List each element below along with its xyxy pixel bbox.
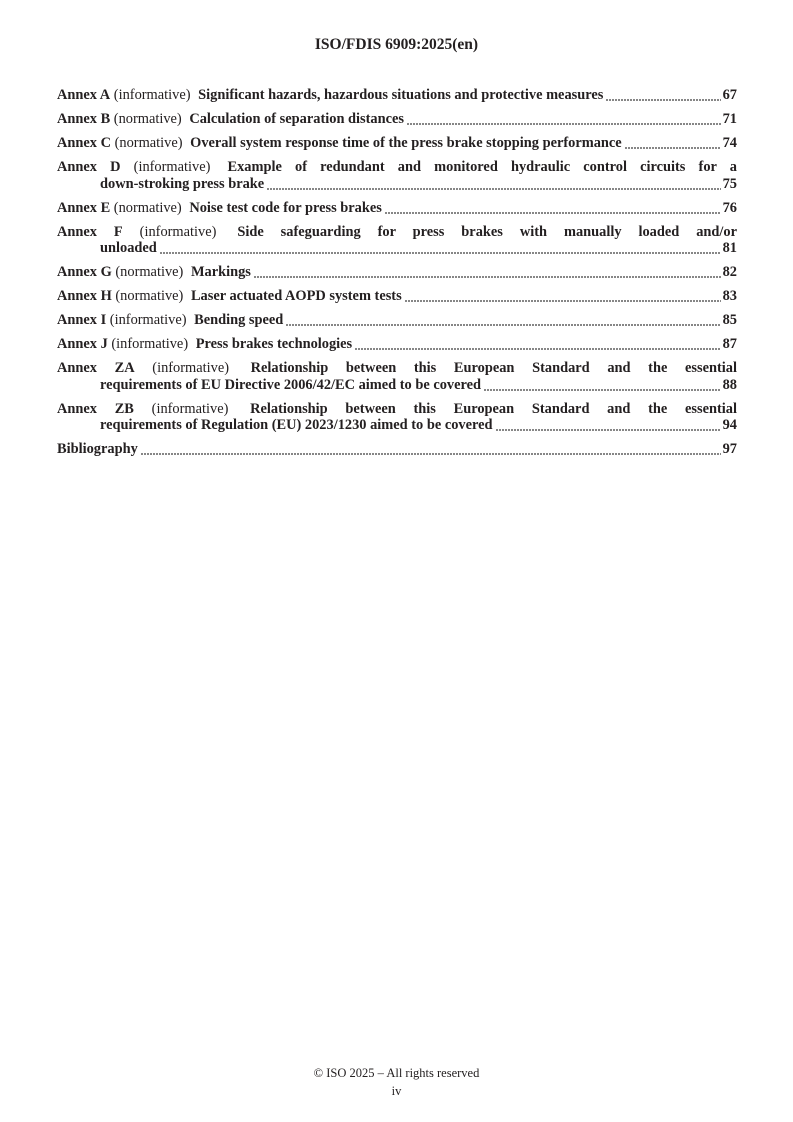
toc-page-number: 82: [722, 264, 737, 280]
toc-entry-annex-zb[interactable]: [57, 401, 737, 434]
toc-page-number: 76: [722, 199, 737, 216]
dot-leader: [355, 348, 720, 350]
dot-leader: [254, 276, 721, 278]
toc-entry-label: Annex ZA: [57, 360, 135, 376]
toc-entry-text: [57, 441, 138, 458]
toc-entry-bibliography[interactable]: [57, 441, 737, 458]
toc-entry-annex-b[interactable]: [57, 111, 737, 128]
dot-leader: [385, 212, 721, 214]
toc-entry-annex-j[interactable]: [57, 336, 737, 353]
toc-entry-line: [57, 264, 737, 281]
toc-entry-title: Laser actuated AOPD system tests: [190, 288, 402, 304]
toc-entry-label: Annex F: [57, 223, 123, 240]
toc-entry-type: (normative): [115, 264, 184, 280]
toc-entry-label: Annex A: [57, 87, 111, 103]
toc-entry-text: [57, 87, 603, 104]
dot-leader: [405, 300, 721, 302]
toc-page-number: 74: [722, 135, 737, 151]
toc-entry-label: Annex D: [57, 159, 121, 175]
toc-entry-annex-c[interactable]: [57, 135, 737, 152]
toc-page-number: 88: [722, 376, 737, 393]
toc-entry-text: [57, 312, 283, 329]
toc-entry-annex-a[interactable]: [57, 87, 737, 104]
document-id-header: ISO/FDIS 6909:2025(en): [314, 36, 479, 53]
toc-entry-title: Bending speed: [194, 312, 284, 328]
toc-entry-line: [57, 87, 737, 104]
toc-entry-annex-g[interactable]: [57, 264, 737, 281]
toc-entry-annex-za[interactable]: [57, 360, 737, 393]
toc-entry-text: [57, 200, 382, 217]
toc-entry-line: [57, 288, 737, 305]
toc-entry-line: [57, 135, 737, 152]
toc-entry-type: (informative): [109, 312, 187, 328]
toc-entry-title: Example of redundant and monitored hydraulic control circuits for a: [227, 159, 737, 175]
toc-entry-title-continuation: requirements of Regulation (EU) 2023/1230 aimed to be covered: [100, 417, 493, 433]
toc-entry-label: Annex J: [57, 336, 108, 352]
table-of-contents: [57, 87, 737, 465]
toc-entry-label: Annex G: [57, 264, 112, 280]
toc-entry-text: [57, 111, 404, 128]
dot-leader: [606, 99, 720, 101]
toc-entry-type: (normative): [113, 111, 182, 127]
toc-entry-first-line: [57, 159, 737, 176]
toc-entry-type: (informative): [113, 87, 191, 103]
toc-page-number: 87: [722, 336, 737, 352]
toc-entry-title: Overall system response time of the press brake stopping performance: [190, 135, 622, 151]
toc-entry-line: [57, 441, 737, 458]
toc-entry-annex-i[interactable]: [57, 312, 737, 329]
toc-entry-type: (informative): [151, 400, 229, 417]
footer-page-number: iv: [391, 1084, 402, 1098]
toc-entry-type: (normative): [114, 135, 183, 151]
toc-entry-text: [57, 135, 622, 152]
toc-entry-title-continuation: down-stroking press brake: [100, 175, 265, 192]
toc-entry-type: (informative): [111, 336, 189, 352]
toc-page-number: 83: [722, 288, 737, 304]
toc-entry-title: Relationship between this European Standard and the essential: [250, 400, 737, 417]
toc-entry-label: Annex I: [57, 312, 107, 328]
toc-entry-text: [57, 336, 352, 353]
toc-entry-title: Press brakes technologies: [195, 336, 353, 352]
dot-leader: [407, 123, 721, 125]
toc-entry-annex-f[interactable]: [57, 224, 737, 257]
toc-page-number: 81: [722, 240, 737, 256]
toc-entry-title-continuation: unloaded: [100, 240, 157, 256]
dot-leader: [484, 389, 721, 391]
toc-entry-line: [57, 111, 737, 128]
toc-entry-first-line: [57, 224, 737, 241]
dot-leader: [141, 453, 721, 455]
toc-entry-title: Relationship between this European Standard and the essential: [250, 360, 737, 376]
toc-entry-title-continuation: requirements of EU Directive 2006/42/EC aimed to be covered: [100, 376, 482, 393]
toc-entry-type: (normative): [115, 288, 184, 304]
toc-entry-label: Annex C: [57, 135, 111, 151]
toc-page-number: 75: [722, 175, 737, 192]
toc-entry-label: Annex E: [57, 199, 111, 216]
toc-entry-text: [57, 288, 402, 305]
dot-leader: [625, 147, 721, 149]
toc-entry-annex-h[interactable]: [57, 288, 737, 305]
toc-entry-label: Annex B: [57, 111, 111, 127]
toc-entry-second-line: [57, 176, 737, 193]
toc-page-number: 94: [722, 417, 737, 433]
toc-entry-line: [57, 312, 737, 329]
toc-page-number: 97: [722, 441, 737, 457]
dot-leader: [496, 429, 721, 431]
toc-entry-second-line: [57, 377, 737, 394]
toc-entry-type: (informative): [139, 223, 217, 240]
toc-entry-title: Calculation of separation distances: [189, 111, 405, 127]
toc-entry-label: Bibliography: [57, 441, 138, 457]
dot-leader: [160, 252, 721, 254]
toc-entry-second-line: [57, 417, 737, 434]
toc-entry-title: Significant hazards, hazardous situations and protective measures: [198, 87, 604, 103]
toc-entry-annex-d[interactable]: [57, 159, 737, 192]
toc-entry-first-line: [57, 360, 737, 377]
toc-entry-line: [57, 200, 737, 217]
dot-leader: [267, 188, 720, 190]
toc-entry-second-line: [57, 240, 737, 257]
toc-page-number: 85: [722, 312, 737, 328]
toc-entry-annex-e[interactable]: [57, 200, 737, 217]
toc-entry-type: (normative): [113, 199, 182, 216]
toc-entry-type: (informative): [152, 360, 229, 376]
toc-entry-label: Annex H: [57, 288, 112, 304]
toc-page-number: 67: [722, 87, 737, 103]
toc-entry-title: Noise test code for press brakes: [189, 199, 382, 216]
document-footer: [0, 1064, 793, 1100]
footer-copyright: © ISO 2025 – All rights reserved: [313, 1066, 480, 1080]
dot-leader: [286, 324, 720, 326]
toc-entry-text: [57, 264, 251, 281]
toc-entry-title: Markings: [190, 264, 251, 280]
toc-entry-first-line: [57, 401, 737, 418]
toc-page-number: 71: [722, 111, 737, 127]
toc-entry-type: (informative): [133, 159, 211, 175]
toc-entry-line: [57, 336, 737, 353]
toc-entry-label: Annex ZB: [57, 400, 134, 417]
toc-entry-title: Side safeguarding for press brakes with manually loaded and/or: [237, 223, 737, 240]
